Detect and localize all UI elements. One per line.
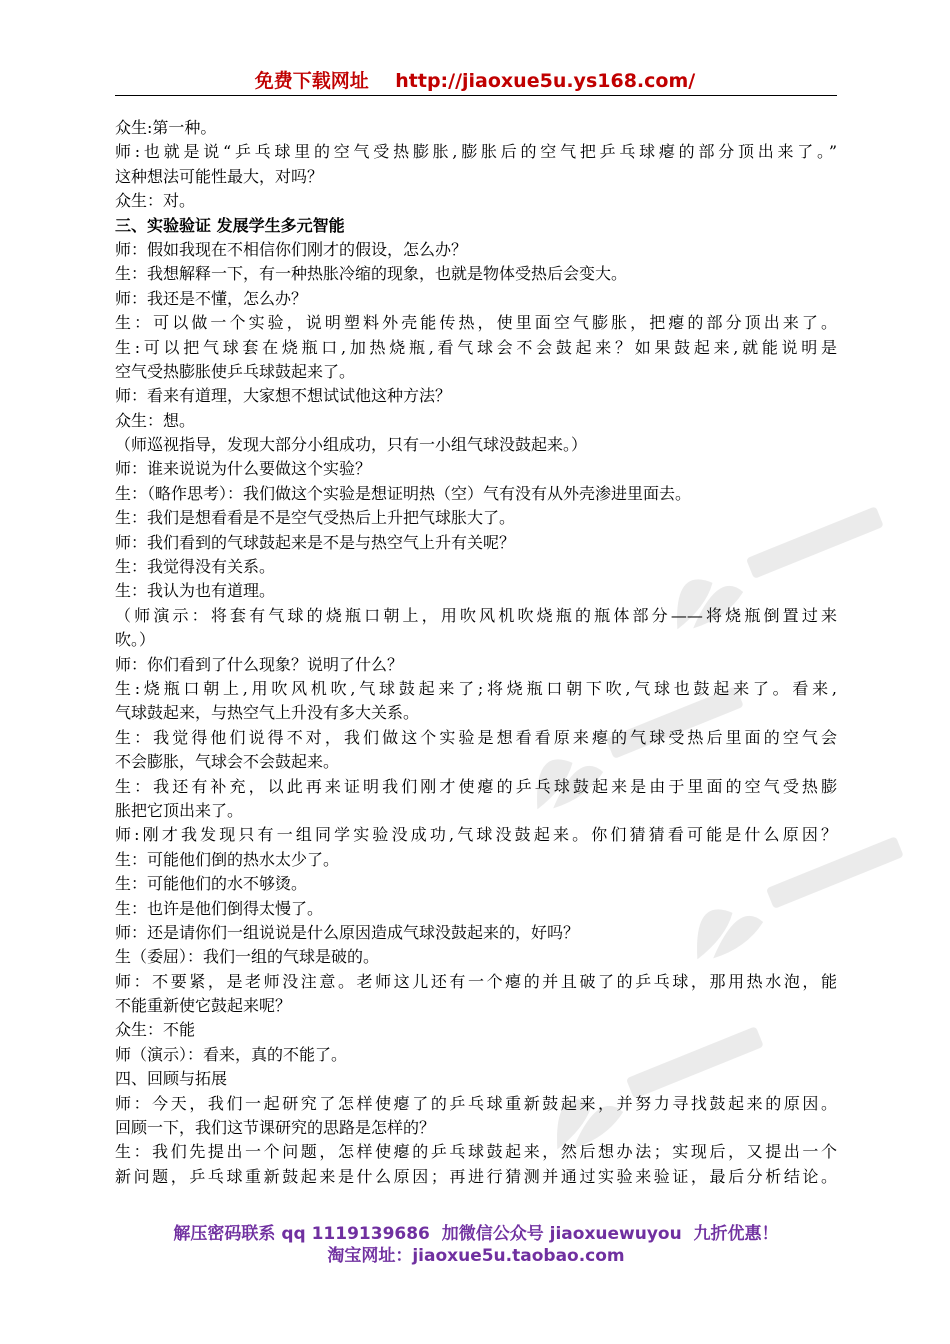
transcript-line: 不能重新使它鼓起来呢？ (115, 996, 292, 1016)
transcript-line: 师：看来有道理，大家想不想试试他这种方法？ (115, 386, 452, 406)
transcript-line: 师：谁来说说为什么要做这个实验？ (115, 459, 372, 479)
transcript-line: 师：还是请你们一组说说是什么原因造成气球没鼓起来的，好吗？ (115, 922, 580, 942)
transcript-line: 生：我觉得没有关系。 (115, 557, 276, 577)
transcript-line: 师（演示）：看来，真的不能了。 (115, 1044, 348, 1064)
transcript-line: 吹。） (115, 630, 156, 650)
transcript-line: 空气受热膨胀使乒乓球鼓起来了。 (115, 361, 356, 381)
transcript-line: 师：假如我现在不相信你们刚才的假设，怎么办？ (115, 239, 468, 259)
download-url-header: 免费下载网址 http://jiaoxue5u.ys168.com/ (254, 70, 696, 92)
transcript-line: （师巡视指导，发现大部分小组成功，只有一小组气球没鼓起来。） (115, 435, 588, 455)
transcript-line: 不会膨胀，气球会不会鼓起来。 (115, 752, 340, 772)
transcript-line: （师演示：将套有气球的烧瓶口朝上，用吹风机吹烧瓶的瓶体部分——将烧瓶倒置过来 (115, 605, 837, 625)
transcript-line: 众生：不能 (115, 1020, 196, 1040)
transcript-line: 回顾一下，我们这节课研究的思路是怎样的？ (115, 1118, 436, 1138)
transcript-line: 生：（略作思考）：我们做这个实验是想证明热（空）气有没有从外壳渗进里面去。 (115, 483, 692, 503)
transcript-line: 生：我们先提出一个问题，怎样使瘪的乒乓球鼓起来，然后想办法；实现后，又提出一个 (115, 1142, 837, 1162)
transcript-line: 生：我认为也有道理。 (115, 581, 276, 601)
transcript-line: 师：我还是不懂，怎么办？ (115, 288, 308, 308)
lesson-transcript (115, 116, 837, 1189)
transcript-line: 师：不要紧，是老师没注意。老师这儿还有一个瘪的并且破了的乒乓球，那用热水泡，能 (115, 971, 837, 991)
section-heading: 三、实验验证 发展学生多元智能 (115, 215, 345, 235)
transcript-line: 生：也许是他们倒得太慢了。 (115, 898, 324, 918)
transcript-line: 气球鼓起来，与热空气上升没有多大关系。 (115, 703, 420, 723)
transcript-line: 生：可以做一个实验，说明塑料外壳能传热，使里面空气膨胀，把瘪的部分顶出来了。 (115, 313, 837, 333)
transcript-line: 生：我们是想看看是不是空气受热后上升把气球胀大了。 (115, 508, 516, 528)
transcript-line: 新问题，乒乓球重新鼓起来是什么原因；再进行猜测并通过实验来验证，最后分析结论。 (115, 1166, 837, 1186)
transcript-line: 生:可以把气球套在烧瓶口,加热烧瓶,看气球会不会鼓起来？如果鼓起来,就能说明是 (115, 337, 837, 357)
transcript-line: 众生：对。 (115, 191, 196, 211)
transcript-line: 生：我觉得他们说得不对，我们做这个实验是想看看原来瘪的气球受热后里面的空气会 (115, 727, 837, 747)
transcript-line: 众生：想。 (115, 410, 196, 430)
transcript-line: 胀把它顶出来了。 (115, 800, 244, 820)
taobao-url-footer: 淘宝网址：jiaoxue5u.taobao.com (327, 1246, 625, 1266)
transcript-line: 师：今天，我们一起研究了怎样使瘪了的乒乓球重新鼓起来，并努力寻找鼓起来的原因。 (115, 1093, 837, 1113)
header-rule (115, 95, 837, 96)
transcript-line: 这种想法可能性最大，对吗？ (115, 166, 324, 186)
transcript-line: 四、回顾与拓展 (115, 1069, 228, 1089)
transcript-line: 师:刚才我发现只有一组同学实验没成功,气球没鼓起来。你们猜猜看可能是什么原因？ (115, 825, 837, 845)
transcript-line: 生：我还有补充，以此再来证明我们刚才使瘪的乒乓球鼓起来是由于里面的空气受热膨 (115, 776, 837, 796)
transcript-line: 生：可能他们倒的热水太少了。 (115, 849, 340, 869)
transcript-line: 生：可能他们的水不够烫。 (115, 874, 308, 894)
transcript-line: 生:烧瓶口朝上,用吹风机吹,气球鼓起来了;将烧瓶口朝下吹,气球也鼓起来了。看来, (115, 678, 837, 698)
transcript-line: 众生:第一种。 (115, 118, 217, 137)
transcript-line: 生（委屈）：我们一组的气球是破的。 (115, 947, 380, 967)
transcript-line: 师:也就是说“乒乓球里的空气受热膨胀,膨胀后的空气把乒乓球瘪的部分顶出来了。” (115, 142, 837, 162)
transcript-line: 生：我想解释一下，有一种热胀冷缩的现象，也就是物体受热后会变大。 (115, 264, 628, 284)
transcript-line: 师：你们看到了什么现象？说明了什么？ (115, 654, 404, 674)
password-contact-footer: 解压密码联系 qq 1119139686 加微信公众号 jiaoxuewuyou 九折优惠！ (173, 1224, 779, 1244)
transcript-line: 师：我们看到的气球鼓起来是不是与热空气上升有关呢？ (115, 532, 516, 552)
